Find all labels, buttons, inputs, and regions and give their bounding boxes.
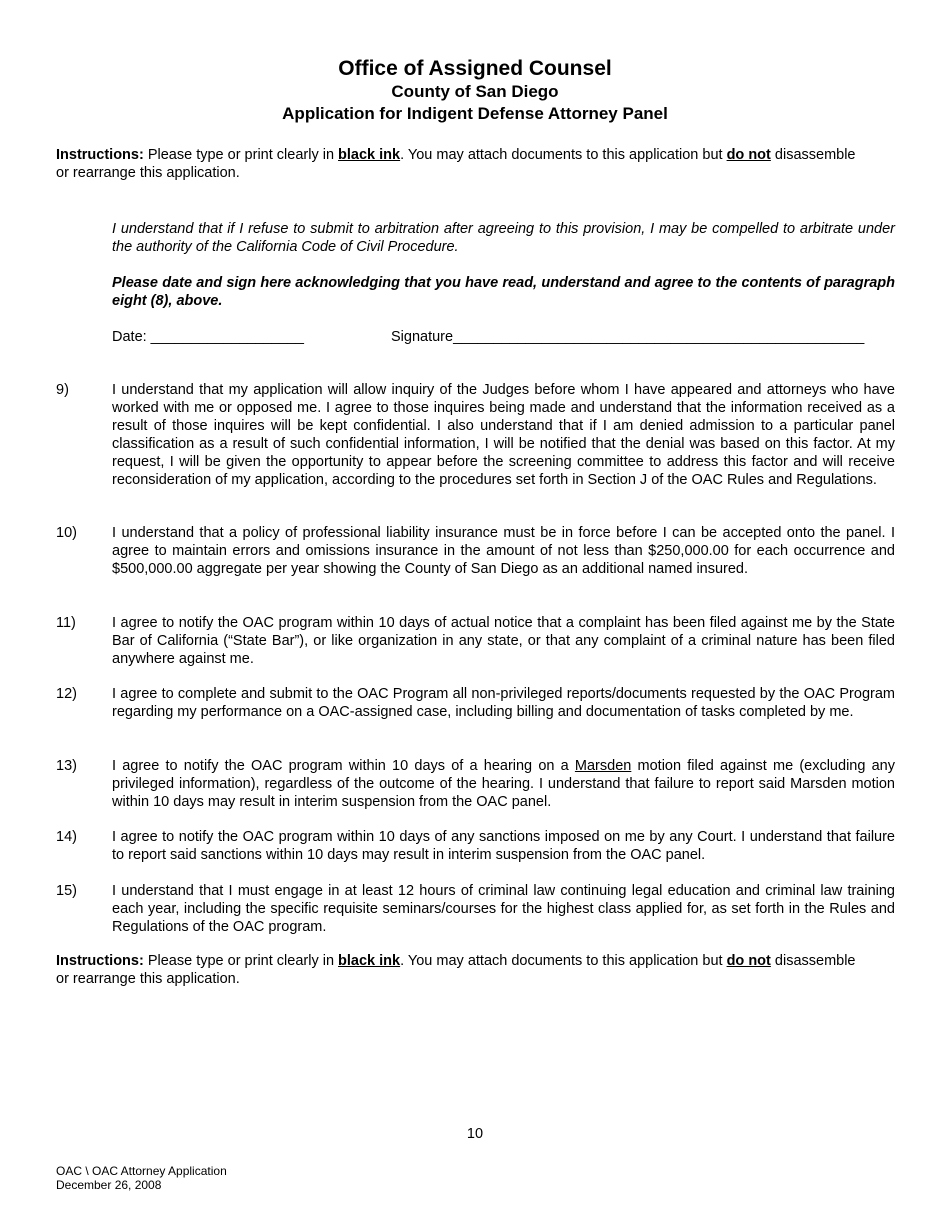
instructions-label: Instructions: xyxy=(56,953,144,969)
instructions-top xyxy=(56,146,856,182)
document-header xyxy=(0,57,950,125)
item-text: I understand that a policy of professional liability insurance must be in force before I can be accepted onto the panel. I agree to maintain errors and omissions insurance in the amount of not less than $250,000.00 for each occurrence and $500,000.00 aggregate per year showing the County of San Diego as an additional named insured. xyxy=(112,525,895,577)
item-text: I agree to notify the OAC program within 10 days of actual notice that a complaint has been filed against me by the State Bar of California (“State Bar”), or like organization in any state, or that any complaint of a criminal nature has been filed anywhere against me. xyxy=(112,615,895,667)
footer-date: December 26, 2008 xyxy=(56,1178,162,1192)
list-item xyxy=(56,524,895,578)
footer-document-name: OAC \ OAC Attorney Application xyxy=(56,1164,227,1178)
marsden-case-name: Marsden xyxy=(574,758,632,774)
arbitration-statement: I understand that if I refuse to submit to arbitration after agreeing to this provision, I may be compelled to arbitrate under the authority of the California Code of Civil Procedure. xyxy=(112,221,895,255)
county-title: County of San Diego xyxy=(391,82,559,101)
instructions-text-3: disassemble or rearrange this application. xyxy=(56,953,856,987)
instructions-text-1: Please type or print clearly in xyxy=(143,147,339,163)
item-number: 12) xyxy=(56,686,77,702)
item-text xyxy=(112,757,895,811)
item-text: I understand that I must engage in at least 12 hours of criminal law continuing legal education and criminal law training each year, including the specific requisite seminars/courses for the highest class applied for, as set forth in the Rules and Regulations of the OAC program. xyxy=(112,883,895,935)
signature-line xyxy=(112,328,902,346)
black-ink-emphasis: black ink xyxy=(338,147,401,163)
item-number: 15) xyxy=(56,883,77,899)
black-ink-emphasis: black ink xyxy=(338,953,401,969)
instructions-text-1: Please type or print clearly in xyxy=(143,953,339,969)
instructions-bottom xyxy=(56,952,856,988)
list-item xyxy=(56,882,895,936)
instructions-label: Instructions: xyxy=(56,147,144,163)
list-item xyxy=(56,381,895,489)
acknowledgement-statement: Please date and sign here acknowledging that you have read, understand and agree to the contents of paragraph eight (8), above. xyxy=(112,275,895,309)
do-not-emphasis: do not xyxy=(726,953,771,969)
list-item xyxy=(56,757,895,811)
form-title: Application for Indigent Defense Attorney Panel xyxy=(282,104,668,123)
office-title: Office of Assigned Counsel xyxy=(338,57,612,80)
instructions-text-2: . You may attach documents to this application but xyxy=(400,147,727,163)
list-item xyxy=(56,614,895,668)
page-number: 10 xyxy=(466,1126,484,1142)
do-not-emphasis: do not xyxy=(726,147,771,163)
item-number: 11) xyxy=(56,615,76,631)
item-text: I agree to complete and submit to the OAC Program all non-privileged reports/documents requested by the OAC Program regarding my performance on a OAC-assigned case, including billing and documentation of tasks completed by me. xyxy=(112,686,895,720)
item-number: 10) xyxy=(56,525,77,541)
item-text: I agree to notify the OAC program within 10 days of any sanctions imposed on me by any Court. I understand that failure to report said sanctions within 10 days may result in interim suspension from the OAC panel. xyxy=(112,829,895,863)
instructions-text-2: . You may attach documents to this application but xyxy=(400,953,727,969)
signature-field[interactable]: Signature___________________________________________________ xyxy=(391,329,865,345)
item-number: 13) xyxy=(56,758,77,774)
item-text-before: I agree to notify the OAC program within 10 days of a hearing on a xyxy=(112,758,575,774)
instructions-text-3: disassemble or rearrange this application. xyxy=(56,147,856,181)
date-field[interactable]: Date: ___________________ xyxy=(112,329,304,345)
item-text-after: motion filed against me (excluding any privileged information), regardless of the outcome of the hearing. I understand that failure to report said Marsden motion within 10 days may result in interim suspension from the OAC panel. xyxy=(112,758,895,810)
item-text: I understand that my application will allow inquiry of the Judges before whom I have appeared and attorneys who have worked with me or opposed me. I agree to those inquires being made and understand that the information received as a result of those inquires will be kept confidential. I also understand that if I am denied admission to a particular panel classification as a result of such confidential information, I will be notified that the denial was based on this factor. At my request, I will be given the opportunity to appear before the screening committee to address this factor and will receive reconsideration of my application, according to the procedures set forth in Section J of the OAC Rules and Regulations. xyxy=(112,382,895,488)
item-number: 9) xyxy=(56,382,69,398)
item-number: 14) xyxy=(56,829,77,845)
list-item xyxy=(56,685,895,721)
document-footer xyxy=(56,1164,227,1192)
list-item xyxy=(56,828,895,864)
